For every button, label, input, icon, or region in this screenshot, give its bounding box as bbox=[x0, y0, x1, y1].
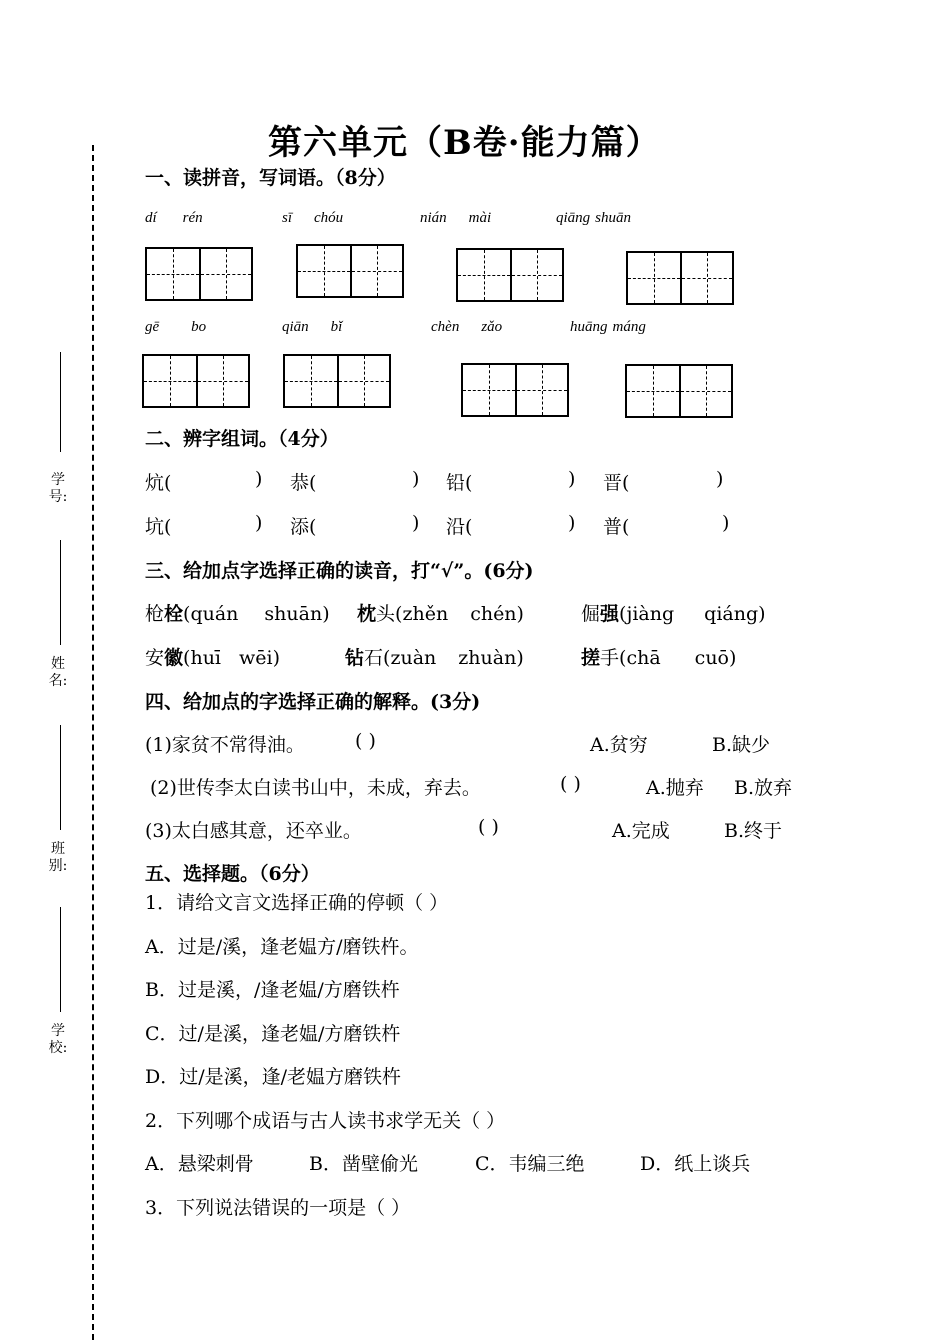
pinyin-2-3: chèn zǎo bbox=[431, 319, 503, 335]
choice-option: A．悬梁刺骨 bbox=[145, 1153, 254, 1175]
section4-heading: 四、给加点的字选择正确的解释。(3分) bbox=[145, 691, 481, 713]
option-a-2: A.抛弃 bbox=[646, 777, 704, 799]
choice-option: D．过/是溪，逢/老媪方磨铁杵 bbox=[145, 1066, 402, 1088]
writing-grid[interactable] bbox=[626, 251, 734, 305]
word-pair-2: 恭( bbox=[290, 472, 317, 494]
name-field-line[interactable] bbox=[60, 540, 61, 645]
option-b-3: B.终于 bbox=[724, 820, 783, 842]
pronunciation-item-5: 钻石(zuàn zhuàn) bbox=[345, 647, 524, 669]
word-pair-2-close: ) bbox=[412, 468, 420, 490]
word-pair-5-close: ) bbox=[255, 512, 263, 534]
word-pair-7-close: ) bbox=[568, 512, 576, 534]
pinyin-1-1: dí rén bbox=[145, 210, 203, 226]
page-title: 第六单元（B卷·能力篇） bbox=[268, 123, 661, 163]
name-label: 姓名: bbox=[48, 656, 68, 689]
pronunciation-item-4: 安徽(huī wēi) bbox=[145, 647, 281, 669]
option-a-3: A.完成 bbox=[612, 820, 670, 842]
answer-blank-2[interactable]: ( ) bbox=[560, 773, 581, 795]
pronunciation-item-3: 倔强(jiàng qiáng) bbox=[581, 603, 766, 625]
school-label: 学校: bbox=[48, 1023, 68, 1056]
writing-grid[interactable] bbox=[625, 364, 733, 418]
word-pair-6-close: ) bbox=[412, 512, 420, 534]
pronunciation-item-6: 搓手(chā cuō) bbox=[581, 647, 737, 669]
option-b-1: B.缺少 bbox=[712, 734, 771, 756]
meaning-question-2: (2)世传李太白读书山中，未成，弃去。 bbox=[150, 777, 481, 799]
pinyin-2-1: gē bo bbox=[145, 319, 207, 335]
choice-option: C．过/是溪，逢老媪/方磨铁杵 bbox=[145, 1023, 401, 1045]
option-a-1: A.贫穷 bbox=[590, 734, 648, 756]
section5-heading: 五、选择题。（6分） bbox=[145, 863, 320, 885]
class-field-line[interactable] bbox=[60, 725, 61, 830]
choice-question-3: 3．下列说法错误的一项是（ ） bbox=[145, 1197, 411, 1219]
word-pair-8-close: ) bbox=[722, 512, 730, 534]
word-pair-3-close: ) bbox=[568, 468, 576, 490]
choice-question-1: 1．请给文言文选择正确的停顿（ ） bbox=[145, 892, 449, 914]
pronunciation-item-2: 枕头(zhěn chén) bbox=[357, 603, 524, 625]
writing-grid[interactable] bbox=[283, 354, 391, 408]
word-pair-4-close: ) bbox=[716, 468, 724, 490]
pronunciation-item-1: 枪栓(quán shuān) bbox=[145, 603, 330, 625]
choice-option: D．纸上谈兵 bbox=[640, 1153, 751, 1175]
section2-heading: 二、辨字组词。（4分） bbox=[145, 428, 339, 450]
word-pair-3: 铅( bbox=[446, 472, 473, 494]
section3-heading: 三、给加点字选择正确的读音，打“√”。(6分) bbox=[145, 560, 534, 582]
word-pair-6: 添( bbox=[290, 516, 317, 538]
answer-blank-1[interactable]: ( ) bbox=[355, 730, 376, 752]
writing-grid[interactable] bbox=[296, 244, 404, 298]
student-no-label: 学号: bbox=[48, 472, 68, 505]
meaning-question-3: (3)太白感其意，还卒业。 bbox=[145, 820, 362, 842]
word-pair-8: 普( bbox=[603, 516, 630, 538]
binding-dashed-line bbox=[92, 145, 94, 1340]
word-pair-1-close: ) bbox=[255, 468, 263, 490]
choice-option: A．过是/溪，逢老媪方/磨铁杵。 bbox=[145, 936, 419, 958]
writing-grid[interactable] bbox=[142, 354, 250, 408]
meaning-question-1: (1)家贫不常得油。 bbox=[145, 734, 305, 756]
choice-option: B．过是溪，/逢老媪/方磨铁杵 bbox=[145, 979, 400, 1001]
answer-blank-3[interactable]: ( ) bbox=[478, 816, 499, 838]
pinyin-1-2: sī chóu bbox=[282, 210, 344, 226]
pinyin-2-2: qiān bǐ bbox=[282, 319, 343, 335]
class-label: 班别: bbox=[48, 841, 68, 874]
word-pair-7: 沿( bbox=[446, 516, 473, 538]
writing-grid[interactable] bbox=[461, 363, 569, 417]
student-no-field[interactable] bbox=[60, 352, 61, 452]
word-pair-4: 晋( bbox=[603, 472, 630, 494]
choice-option: B．凿壁偷光 bbox=[309, 1153, 418, 1175]
pinyin-1-4: qiāng shuān bbox=[556, 210, 632, 226]
word-pair-1: 炕( bbox=[145, 472, 172, 494]
section1-heading: 一、读拼音，写词语。（8分） bbox=[145, 167, 396, 189]
choice-question-2: 2．下列哪个成语与古人读书求学无关（ ） bbox=[145, 1110, 506, 1132]
option-b-2: B.放弃 bbox=[734, 777, 793, 799]
choice-option: C．韦编三绝 bbox=[475, 1153, 585, 1175]
pinyin-2-4: huāng máng bbox=[570, 319, 646, 335]
pinyin-1-3: nián mài bbox=[420, 210, 492, 226]
word-pair-5: 坑( bbox=[145, 516, 172, 538]
writing-grid[interactable] bbox=[456, 248, 564, 302]
school-field-line[interactable] bbox=[60, 907, 61, 1012]
writing-grid[interactable] bbox=[145, 247, 253, 301]
